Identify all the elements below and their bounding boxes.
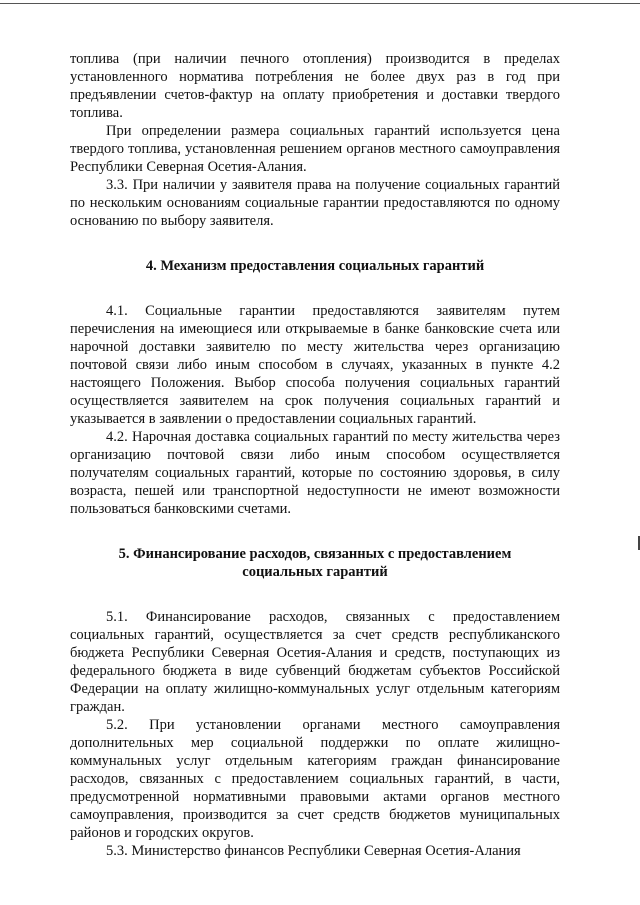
paragraph-4-1: 4.1. Социальные гарантии предоставляются заявителям путем перечисления на имеющиеся или открываемые в банке банковские счета или нарочной доставки заявителю по месту жительства через организацию почтовой связи либо иным способом в случаях, указанных в пункте 4.2 настоящего Положения. Выбор способа получения социальных гарантий осуществляется заявителем на срок получения социальных гарантий и указывается в заявлении о предоставлении социальных гарантий. <box>70 303 560 427</box>
section-5-heading-line2: социальных гарантий <box>242 564 388 580</box>
paragraph-3-3: 3.3. При наличии у заявителя права на получение социальных гарантий по нескольким основаниям социальные гарантии предоставляются по одному основанию по выбору заявителя. <box>70 177 560 229</box>
spacer <box>70 230 560 257</box>
spacer <box>70 275 560 302</box>
section-5-heading-line1: 5. Финансирование расходов, связанных с предоставлением <box>118 546 512 562</box>
spacer <box>70 581 560 608</box>
document-page <box>70 50 560 860</box>
top-scan-edge <box>0 0 640 4</box>
paragraph-5-2: 5.2. При установлении органами местного самоуправления дополнительных мер социальной поддержки по оплате жилищно-коммунальных услуг отдельным категориям граждан финансирование расходов, связанных с предоставлением социальных гарантий, в части, предусмотренной нормативными правовыми актами органов местного самоуправления, производится за счет средств бюджетов муниципальных районов и городских округов. <box>70 717 560 841</box>
spacer <box>70 518 560 545</box>
paragraph-intro: топлива (при наличии печного отопления) производится в пределах установленного норматива потребления не более двух раз в год при предъявлении счетов-фактур на оплату приобретения и доставки твердого топлива. <box>70 51 560 121</box>
paragraph-5-3: 5.3. Министерство финансов Республики Северная Осетия-Алания <box>106 843 521 859</box>
paragraph-5-1: 5.1. Финансирование расходов, связанных с предоставлением социальных гарантий, осуществляется за счет средств республиканского бюджета Республики Северная Осетия-Алания и средств, поступающих из федерального бюджета в виде субвенций бюджетам субъектов Российской Федерации на оплату жилищно-коммунальных услуг отдельным категориям граждан. <box>70 609 560 715</box>
paragraph-fuel-price: При определении размера социальных гарантий используется цена твердого топлива, установленная решением органов местного самоуправления Республики Северная Осетия-Алания. <box>70 123 560 175</box>
section-4-heading: 4. Механизм предоставления социальных гарантий <box>145 258 485 274</box>
paragraph-4-2: 4.2. Нарочная доставка социальных гарантий по месту жительства через организацию почтовой связи либо иным способом осуществляется получателям социальных гарантий, которые по состоянию здоровья, в силу возраста, пешей или транспортной недоступности не имеют возможности пользоваться банковскими счетами. <box>70 429 560 517</box>
